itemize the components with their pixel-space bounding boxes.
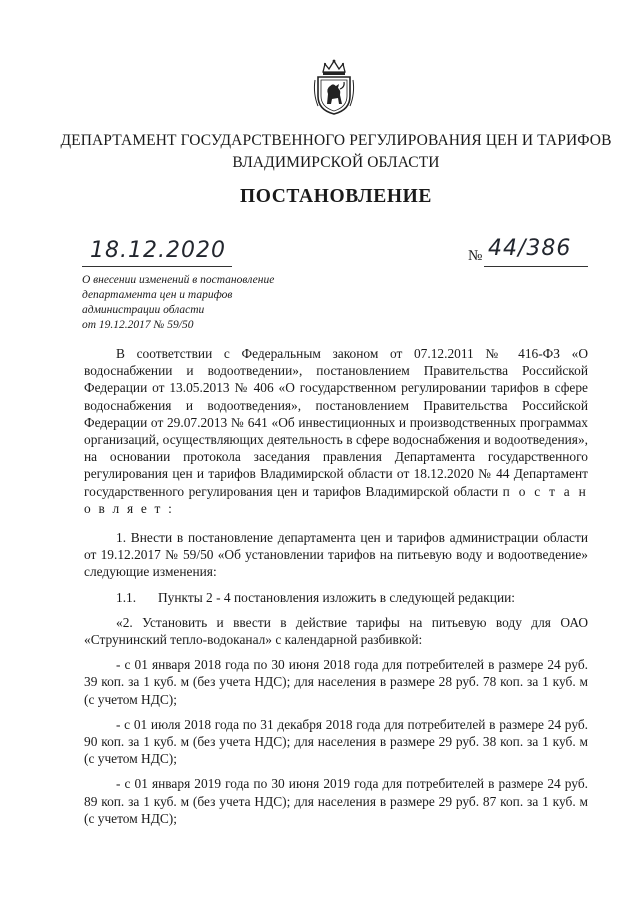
point-1-1-paragraph: [84, 589, 588, 606]
coat-of-arms-icon: [312, 58, 356, 116]
number-label: №: [468, 248, 483, 264]
subject-line: департамента цен и тарифов: [82, 289, 233, 301]
tariff-paragraph: - с 01 января 2019 года по 30 июня 2019 года для потребителей в размере 24 руб. 89 коп. за 1 куб. м (без учета НДС); для населения в размере 29 руб. 87 коп. за 1 куб. м (с учетом НДС);: [84, 776, 588, 826]
subject-line: от 19.12.2017 № 59/50: [82, 319, 194, 331]
point-1-paragraph: 1. Внести в постановление департамента цен и тарифов администрации области от 19.12.2017 № 59/50 «Об установлении тарифов на питьевую воду и водоотведение» следующие изменения:: [84, 530, 588, 580]
subject-block: [82, 273, 274, 333]
date-underline: [82, 266, 232, 267]
preamble-text: В соответствии с Федеральным законом от 07.12.2011 № 416-ФЗ «О водоснабжении и водоотведении», постановлением Правительства Российской Федерации от 13.05.2013 № 406 «О государственном регулировании тарифов в сфере водоснабжения и водоотведения», постановлением Правительства Российской Федерации от 29.07.2013 № 641 «Об инвестиционных и производственных программах организаций, осуществляющих деятельность в сфере водоснабжения и водоотведения», на основании протокола заседания правления Департамента государственного регулирования цен и тарифов Владимирской области от 18.12.2020 № 44 Департамент государственного регулирования цен и тарифов Владимирской области: [84, 346, 588, 499]
document-title: ПОСТАНОВЛЕНИЕ: [239, 186, 433, 207]
preamble-paragraph: [84, 345, 588, 517]
resolves-word: п о с т а н о в л я е т :: [84, 483, 588, 516]
tariff-paragraph: - с 01 января 2018 года по 30 июня 2018 года для потребителей в размере 24 руб. 39 коп. за 1 куб. м (без учета НДС); для населения в размере 28 руб. 78 коп. за 1 куб. м (с учетом НДС);: [84, 657, 588, 707]
document-date: 18.12.2020: [90, 238, 226, 263]
department-name-line1: ДЕПАРТАМЕНТ ГОСУДАРСТВЕННОГО РЕГУЛИРОВАНИЯ ЦЕН И ТАРИФОВ: [60, 132, 612, 149]
document-number: 44/386: [488, 236, 572, 261]
subject-line: О внесении изменений в постановление: [82, 274, 275, 286]
department-name-line2: ВЛАДИМИРСКОЙ ОБЛАСТИ: [232, 154, 440, 171]
subject-line: администрации области: [82, 304, 205, 316]
point-1-1-number: 1.1.: [116, 589, 137, 605]
quote-point-2-paragraph: «2. Установить и ввести в действие тарифы на питьевую воду для ОАО «Струнинский тепло-водоканал» с календарной разбивкой:: [84, 614, 588, 648]
tariff-paragraph: - с 01 июля 2018 года по 31 декабря 2018 года для потребителей в размере 24 руб. 90 коп. за 1 куб. м (без учета НДС); для населения в размере 29 руб. 38 коп. за 1 куб. м (с учетом НДС);: [84, 716, 588, 767]
document-body: [84, 345, 588, 827]
point-1-1-text: Пункты 2 - 4 постановления изложить в следующей редакции:: [158, 589, 516, 605]
number-underline: [484, 266, 588, 267]
